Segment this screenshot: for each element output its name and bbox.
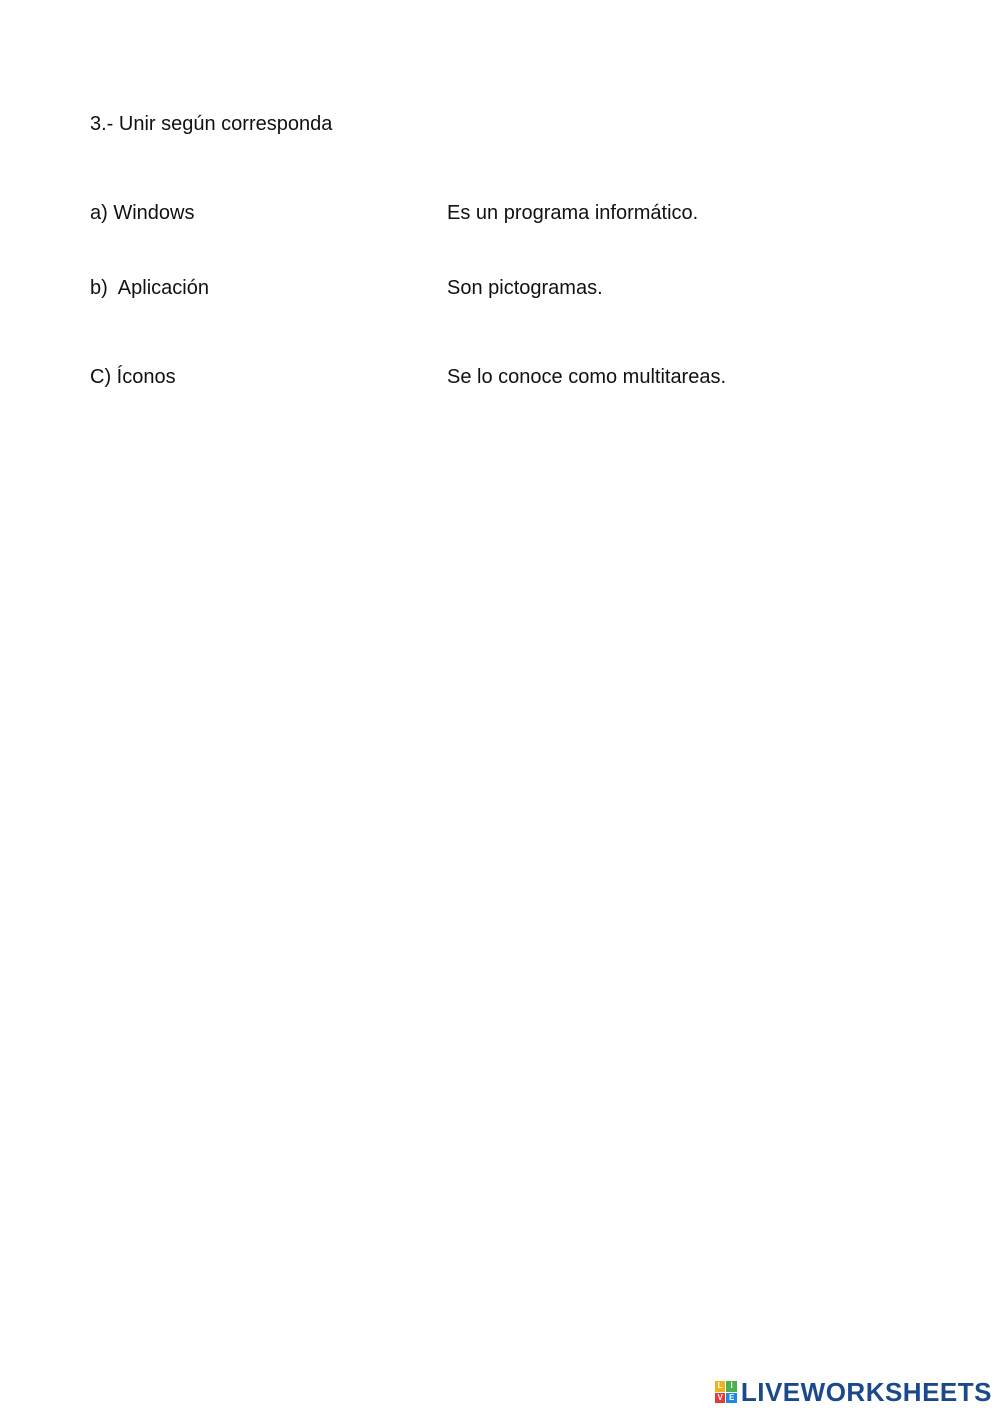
left-item-windows[interactable]: a) Windows: [90, 202, 195, 224]
icon-tile-l: L: [715, 1381, 726, 1392]
icon-tile-v: V: [715, 1393, 726, 1404]
icon-tile-i: I: [726, 1381, 737, 1392]
liveworksheets-logo: [715, 1379, 992, 1405]
worksheet-title: 3.- Unir según corresponda: [90, 113, 333, 135]
left-item-iconos[interactable]: C) Íconos: [90, 366, 176, 388]
liveworksheets-icon: [715, 1381, 737, 1403]
right-item-pictogramas[interactable]: Son pictogramas.: [447, 277, 603, 299]
icon-tile-e: E: [726, 1393, 737, 1404]
left-item-aplicacion[interactable]: b) Aplicación: [90, 277, 209, 299]
right-item-multitareas[interactable]: Se lo conoce como multitareas.: [447, 366, 727, 388]
liveworksheets-wordmark: LIVEWORKSHEETS: [740, 1377, 992, 1407]
right-item-programa[interactable]: Es un programa informático.: [447, 202, 699, 224]
